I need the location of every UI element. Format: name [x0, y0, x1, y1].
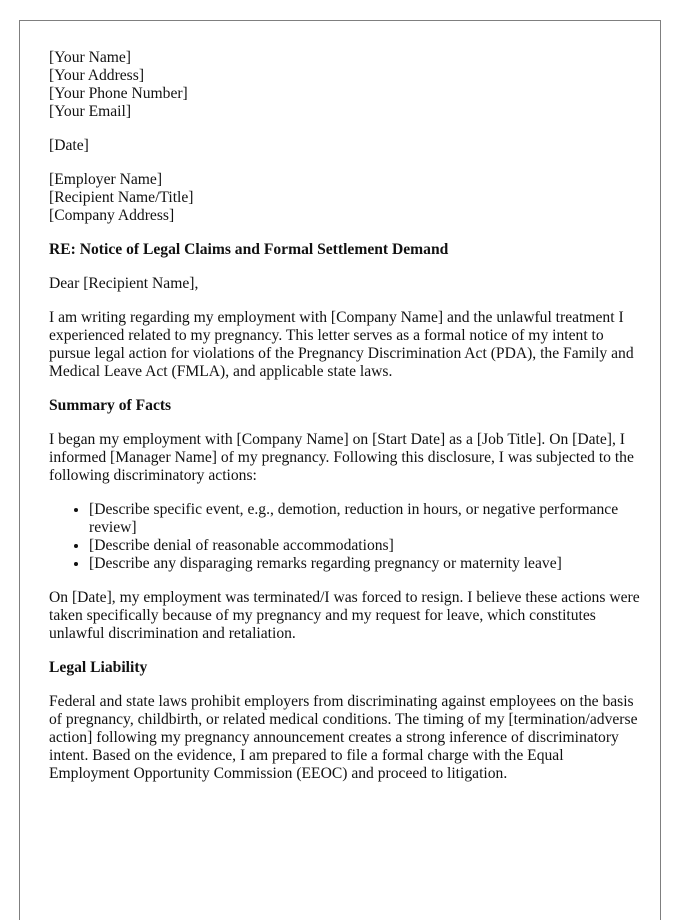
- spacer: [49, 121, 641, 137]
- sender-email: [Your Email]: [49, 103, 132, 120]
- outcome-paragraph: On [Date], my employment was terminated/I was forced to resign. I believe these actions were taken specifically because of my pregnancy and my request for leave, which constitutes unlawful discrimination and retaliation.: [49, 589, 640, 642]
- facts-paragraph: I began my employment with [Company Name] on [Start Date] as a [Job Title]. On [Date], I informed [Manager Name] of my pregnancy. Following this disclosure, I was subjected to the following discriminatory actions:: [49, 431, 634, 484]
- intro-paragraph: I am writing regarding my employment with [Company Name] and the unlawful treatment I experienced related to my pregnancy. This letter serves as a formal notice of my intent to pursue legal action for violations of the Pregnancy Discrimination Act (PDA), the Family and Medical Leave Act (FMLA), and applicable state laws.: [49, 309, 634, 380]
- liability-heading: Legal Liability: [49, 659, 148, 676]
- sender-name: [Your Name]: [49, 49, 132, 66]
- discriminatory-actions-list: [49, 501, 641, 573]
- spacer: [49, 381, 641, 397]
- letter-page: [19, 20, 661, 920]
- sender-phone: [Your Phone Number]: [49, 85, 188, 102]
- letter-body: [49, 49, 641, 783]
- spacer: [49, 573, 641, 589]
- spacer: [49, 415, 641, 431]
- spacer: [49, 677, 641, 693]
- recipient-name-title: [Recipient Name/Title]: [49, 189, 194, 206]
- spacer: [49, 225, 641, 241]
- spacer: [49, 155, 641, 171]
- spacer: [49, 293, 641, 309]
- sender-block: [49, 49, 641, 121]
- spacer: [49, 485, 641, 501]
- salutation: Dear [Recipient Name],: [49, 275, 199, 292]
- list-item: • [Describe denial of reasonable accommodations]: [89, 537, 641, 555]
- subject-line: RE: Notice of Legal Claims and Formal Settlement Demand: [49, 241, 449, 258]
- list-item: • [Describe any disparaging remarks regarding pregnancy or maternity leave]: [89, 555, 641, 573]
- spacer: [49, 259, 641, 275]
- sender-address: [Your Address]: [49, 67, 145, 84]
- liability-paragraph: Federal and state laws prohibit employers from discriminating against employees on the basis of pregnancy, childbirth, or related medical conditions. The timing of my [termination/adverse action] following my pregnancy announcement creates a strong inference of discriminatory intent. Based on the evidence, I am prepared to file a formal charge with the Equal Employment Opportunity Commission (EEOC) and proceed to litigation.: [49, 693, 638, 782]
- recipient-employer: [Employer Name]: [49, 171, 163, 188]
- facts-heading: Summary of Facts: [49, 397, 172, 414]
- spacer: [49, 643, 641, 659]
- list-item: • [Describe specific event, e.g., demotion, reduction in hours, or negative performance review]: [89, 501, 641, 537]
- recipient-block: [49, 171, 641, 225]
- letter-date: [Date]: [49, 137, 89, 154]
- recipient-address: [Company Address]: [49, 207, 175, 224]
